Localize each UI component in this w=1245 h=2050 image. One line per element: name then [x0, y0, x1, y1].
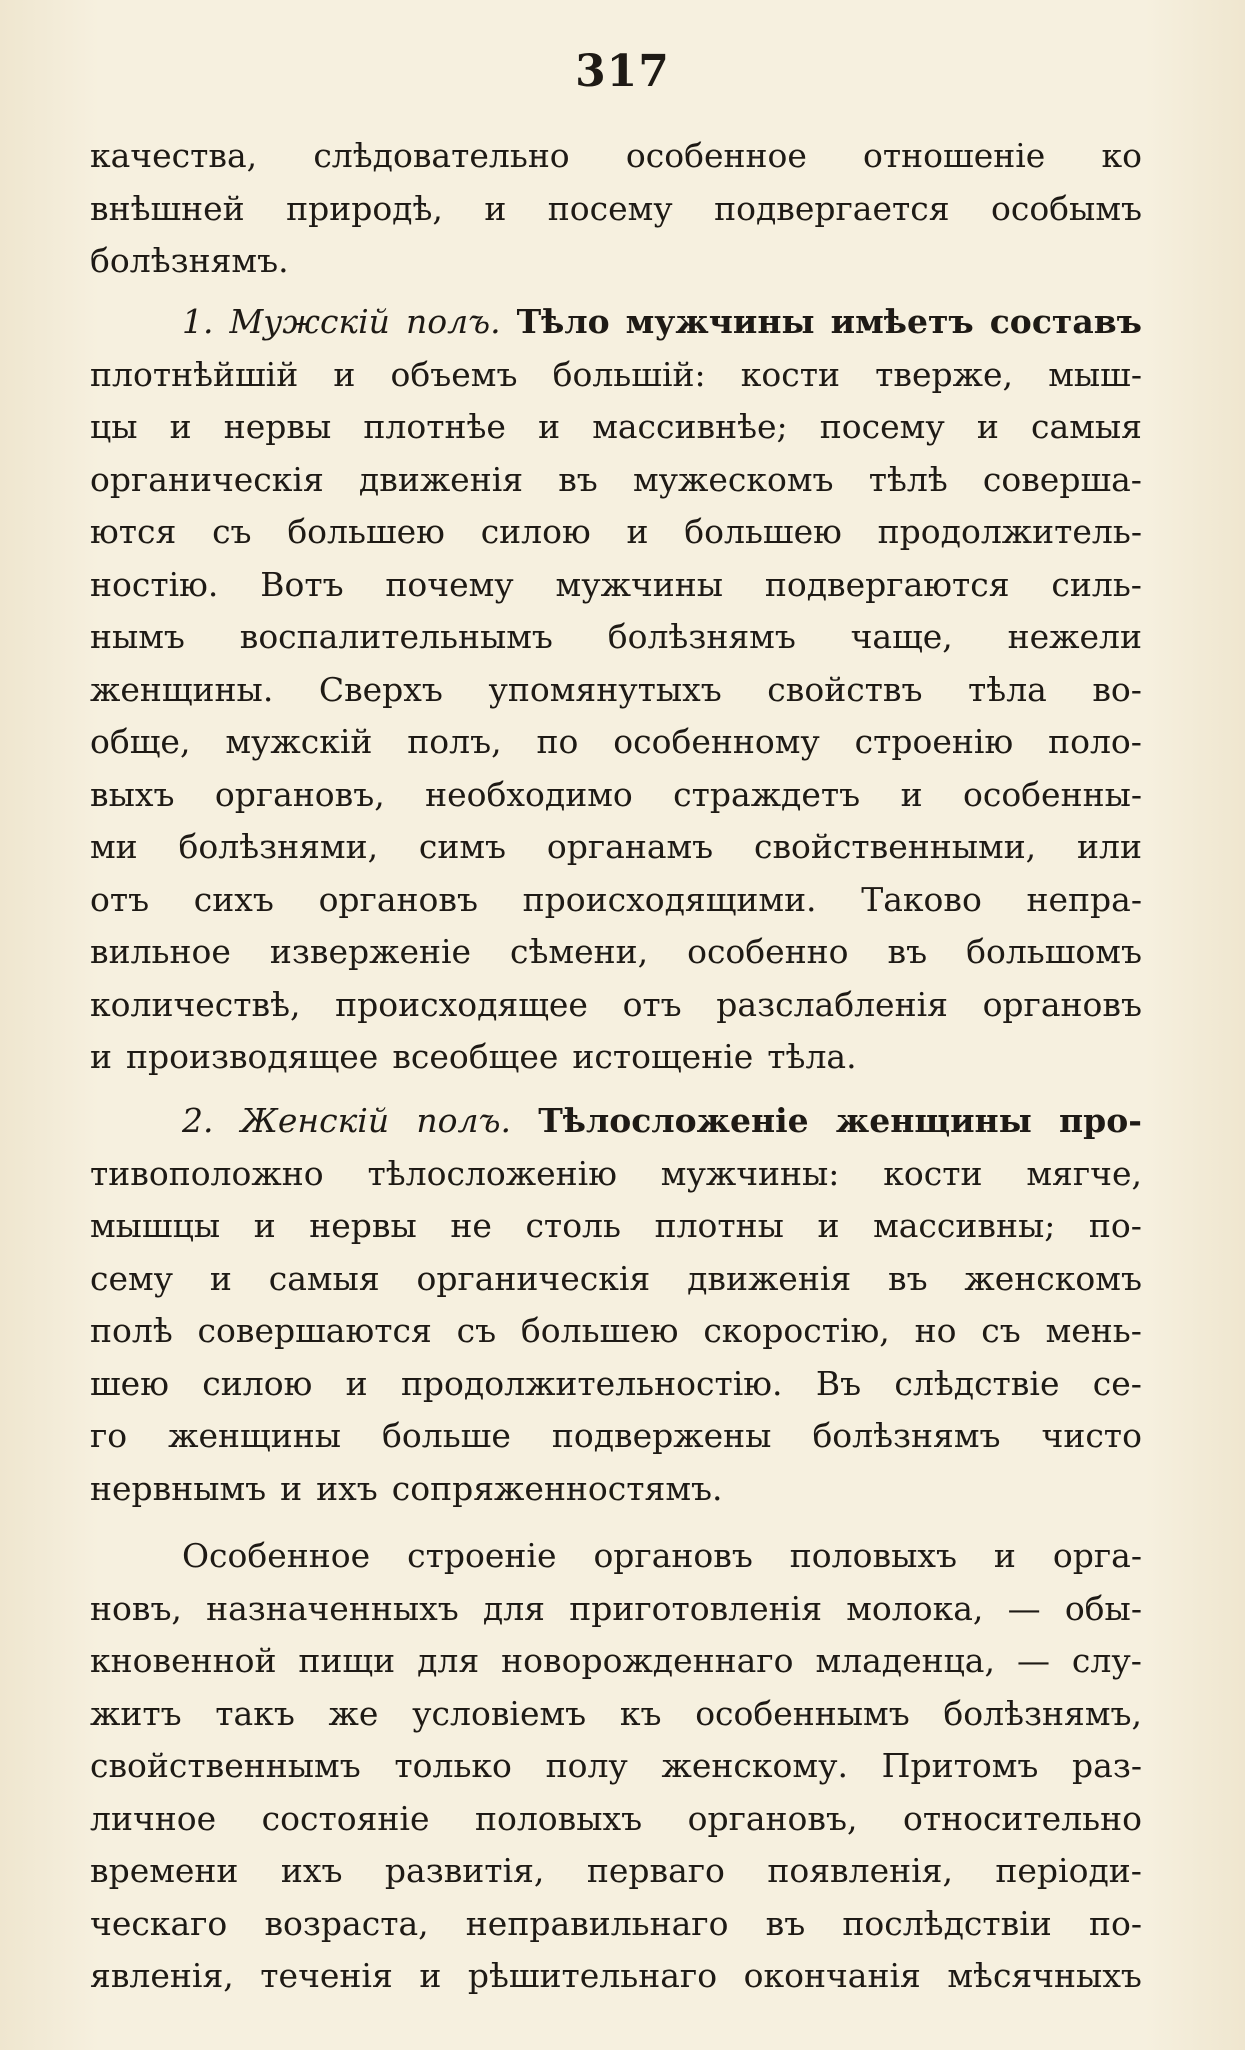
- word: Таково: [861, 879, 982, 919]
- word: Особенное: [182, 1536, 371, 1575]
- word: и: [419, 1956, 442, 1995]
- word: въ: [765, 1903, 806, 1943]
- word: болѣзнямъ: [812, 1416, 1001, 1455]
- word: болѣзнямъ: [607, 617, 796, 656]
- word: молока,: [846, 1588, 984, 1628]
- word: органовъ,: [214, 774, 385, 814]
- text-line: [90, 559, 1142, 612]
- word: большею: [520, 1311, 679, 1350]
- word: мужчины:: [660, 1153, 840, 1193]
- text-line: [90, 716, 1142, 769]
- text-line: [90, 1740, 1142, 1793]
- word: полѣ: [90, 1311, 173, 1350]
- page-number: 317: [575, 46, 670, 97]
- word: органовъ: [982, 984, 1142, 1024]
- word: особенны-: [962, 774, 1142, 814]
- word: тивоположно: [90, 1153, 324, 1193]
- word: особеннымъ: [695, 1693, 910, 1733]
- word: подвержены: [551, 1416, 772, 1455]
- word: свойствъ: [767, 669, 923, 709]
- word: женщины: [835, 1101, 1032, 1140]
- word: женскомъ: [964, 1258, 1142, 1298]
- text-line: [90, 1845, 1142, 1898]
- word: и: [626, 512, 649, 551]
- word: строенію: [854, 722, 1014, 761]
- word: внѣшней: [90, 188, 245, 228]
- word: массивны;: [873, 1206, 1056, 1245]
- word: житъ: [90, 1693, 182, 1733]
- word: половыхъ: [474, 1798, 643, 1838]
- word: качества,: [90, 136, 258, 175]
- word: страждетъ: [673, 774, 861, 814]
- word: мужчины: [625, 302, 815, 341]
- word: силою: [202, 1363, 313, 1403]
- word: массивнѣе;: [592, 407, 788, 446]
- word: Тѣлосложеніе: [538, 1101, 809, 1140]
- word: отношеніе: [863, 136, 1046, 175]
- text-line: [90, 1410, 1142, 1463]
- word: для: [417, 1641, 480, 1680]
- word: развитія,: [384, 1851, 545, 1890]
- word: нервы: [223, 407, 332, 446]
- word: орга-: [1052, 1536, 1142, 1575]
- word: и: [484, 188, 507, 228]
- word: Вотъ: [260, 564, 344, 604]
- word: съ: [981, 1311, 1021, 1350]
- word: мыш-: [1048, 354, 1142, 394]
- word: во-: [1092, 669, 1142, 709]
- text-line: [90, 874, 1142, 927]
- word: младенца,: [815, 1641, 995, 1680]
- word: ются: [90, 512, 177, 551]
- word: сопряженностямъ.: [391, 1468, 723, 1508]
- word: Тѣло: [516, 302, 610, 341]
- word: мягче,: [1026, 1153, 1142, 1193]
- word: приготовленія: [569, 1588, 823, 1628]
- text-line: [90, 1635, 1142, 1688]
- word: 2.: [182, 1101, 214, 1140]
- text-line: [90, 769, 1142, 822]
- word: подвергаются: [764, 564, 1010, 604]
- word: и: [280, 1468, 303, 1508]
- word: болѣзнями,: [178, 827, 379, 866]
- word: объемъ: [390, 354, 518, 394]
- word: —: [1016, 1641, 1050, 1680]
- word: органическія: [90, 459, 324, 499]
- word: нервы: [309, 1206, 417, 1245]
- text-line: [90, 1200, 1142, 1253]
- word: по-: [1088, 1206, 1142, 1245]
- word: и: [817, 1206, 840, 1245]
- word: перваго: [586, 1851, 725, 1890]
- paragraph-male-sex: [90, 296, 1142, 1084]
- word: болѣзнямъ.: [90, 241, 289, 280]
- text-line: [90, 1095, 1142, 1148]
- text-line: [90, 1950, 1142, 2003]
- word: болѣзнямъ,: [943, 1693, 1142, 1733]
- word: и: [90, 1037, 112, 1076]
- word: скоростію,: [703, 1311, 890, 1350]
- text-line: [90, 1253, 1142, 1306]
- word: ко: [1101, 136, 1142, 175]
- word: продолжительностію.: [400, 1363, 783, 1403]
- word: мужчины: [555, 564, 724, 604]
- word: пищи: [298, 1641, 396, 1680]
- word: —: [1007, 1588, 1041, 1628]
- word: полу: [545, 1746, 628, 1785]
- word: въ: [558, 459, 598, 499]
- word: полъ.: [416, 1101, 511, 1140]
- word: отъ: [90, 879, 150, 919]
- word: движенія: [687, 1258, 852, 1298]
- text-line: [90, 1583, 1142, 1636]
- word: по: [536, 722, 579, 761]
- word: тверже,: [875, 354, 1014, 394]
- word: происходящее: [335, 984, 588, 1024]
- word: мужескомъ: [632, 459, 834, 499]
- word: органическія: [416, 1258, 651, 1298]
- word: Мужскій: [229, 302, 390, 341]
- word: условіемъ: [412, 1693, 587, 1733]
- word: слу-: [1071, 1641, 1142, 1680]
- word: свойственнымъ: [90, 1746, 361, 1785]
- word: особымъ: [990, 188, 1142, 228]
- word: большій:: [552, 354, 706, 394]
- text-line: [90, 235, 1142, 288]
- word: строеніе: [407, 1536, 557, 1575]
- word: полъ,: [407, 722, 502, 761]
- word: новорожденнаго: [501, 1641, 794, 1680]
- word: самыя: [1031, 407, 1142, 446]
- text-line: [90, 1793, 1142, 1846]
- word: посему: [819, 407, 945, 446]
- word: совершаются: [197, 1311, 432, 1350]
- word: вильное: [90, 932, 231, 971]
- text-line: [90, 926, 1142, 979]
- word: кости: [883, 1153, 983, 1193]
- word: тѣлѣ: [868, 459, 948, 499]
- word: только: [394, 1746, 512, 1785]
- word: мышцы: [90, 1206, 221, 1245]
- word: упомянутыхъ: [488, 669, 722, 709]
- word: большомъ: [966, 932, 1142, 971]
- word: силь-: [1051, 564, 1142, 604]
- word: воспалительнымъ: [239, 617, 553, 656]
- word: половыхъ: [789, 1536, 957, 1575]
- word: природѣ,: [286, 188, 443, 228]
- word: необходимо: [425, 774, 633, 814]
- word: ческаго: [90, 1903, 228, 1943]
- word: раз-: [1072, 1746, 1142, 1785]
- word: кновенной: [90, 1641, 277, 1680]
- word: 1.: [182, 302, 214, 341]
- word: плотнѣе: [363, 407, 506, 446]
- word: съ: [212, 512, 252, 551]
- word: послѣдствіи: [842, 1903, 1052, 1943]
- word: отъ: [622, 984, 682, 1024]
- word: личное: [90, 1798, 217, 1838]
- word: го: [90, 1416, 128, 1455]
- text-line: [90, 821, 1142, 874]
- word: плотны: [654, 1206, 784, 1245]
- word: посему: [547, 188, 673, 228]
- word: же: [328, 1693, 379, 1733]
- text-line: [90, 1530, 1142, 1583]
- word: органовъ: [318, 879, 478, 919]
- word: Женскій: [240, 1101, 390, 1140]
- word: слѣдовательно: [313, 136, 570, 175]
- word: составъ: [989, 302, 1142, 341]
- word: про-: [1059, 1101, 1142, 1140]
- word: обще,: [90, 722, 191, 761]
- word: ихъ: [316, 1468, 378, 1508]
- word: полъ.: [405, 302, 501, 341]
- word: истощеніе: [572, 1037, 754, 1076]
- word: Сверхъ: [318, 669, 443, 709]
- word: особенное: [625, 136, 807, 175]
- text-line: [90, 1358, 1142, 1411]
- word: нымъ: [90, 617, 185, 656]
- word: Притомъ: [881, 1746, 1039, 1785]
- word: состояніе: [261, 1798, 430, 1838]
- word: и: [538, 407, 561, 446]
- text-line: [90, 1031, 1142, 1084]
- word: органамъ: [546, 827, 714, 866]
- word: цы: [90, 407, 138, 446]
- word: женщины.: [90, 669, 274, 709]
- word: или: [1077, 827, 1142, 866]
- word: почему: [385, 564, 514, 604]
- word: для: [482, 1588, 545, 1628]
- word: и: [169, 407, 192, 446]
- word: и: [976, 407, 999, 446]
- word: тѣлосложенію: [367, 1153, 617, 1193]
- word: явленія,: [90, 1956, 234, 1995]
- word: въ: [888, 1258, 928, 1298]
- word: свойственными,: [754, 827, 1037, 866]
- word: продолжитель-: [877, 512, 1142, 551]
- word: но: [914, 1311, 957, 1350]
- word: ихъ: [280, 1851, 343, 1890]
- word: женщины: [168, 1416, 341, 1455]
- text-line: [90, 506, 1142, 559]
- word: Въ: [815, 1363, 862, 1403]
- word: особенно: [687, 932, 849, 971]
- word: большею: [684, 512, 842, 551]
- paragraph-female-organs: [90, 1530, 1142, 2003]
- word: нежели: [1007, 617, 1142, 656]
- word: чаще,: [850, 617, 953, 656]
- word: подвергается: [714, 188, 950, 228]
- word: симъ: [418, 827, 507, 866]
- word: и: [993, 1536, 1016, 1575]
- word: поло-: [1048, 722, 1142, 761]
- word: ностію.: [90, 564, 219, 604]
- word: возраста,: [264, 1903, 429, 1943]
- word: выхъ: [90, 774, 175, 814]
- text-line: [90, 183, 1142, 236]
- word: времени: [90, 1851, 239, 1890]
- word: такъ: [215, 1693, 295, 1733]
- word: непра-: [1026, 879, 1142, 919]
- word: и: [900, 774, 923, 814]
- word: назначенныхъ: [206, 1588, 459, 1628]
- word: разслабленія: [716, 984, 948, 1024]
- word: больше: [382, 1416, 511, 1455]
- text-line: [90, 1463, 1142, 1516]
- word: женскому.: [661, 1746, 848, 1785]
- word: рѣшительнаго: [467, 1956, 718, 1995]
- text-line: [90, 1688, 1142, 1741]
- word: нервнымъ: [90, 1468, 267, 1508]
- word: сему: [90, 1258, 174, 1298]
- word: столь: [525, 1206, 621, 1245]
- word: въ: [887, 932, 928, 971]
- word: періоди-: [995, 1851, 1142, 1890]
- word: органовъ,: [687, 1798, 858, 1838]
- word: производящее: [126, 1037, 379, 1076]
- text-line: [90, 401, 1142, 454]
- text-line: [90, 130, 1142, 183]
- word: и: [253, 1206, 276, 1245]
- word: силою: [480, 512, 591, 551]
- word: мѣсячныхъ: [947, 1956, 1142, 1995]
- word: мужскій: [225, 722, 373, 761]
- word: большею: [287, 512, 445, 551]
- word: самыя: [268, 1258, 380, 1298]
- word: слѣдствіе: [894, 1363, 1060, 1403]
- text-line: [90, 1305, 1142, 1358]
- word: окончанія: [743, 1956, 921, 1995]
- word: по-: [1088, 1903, 1142, 1943]
- word: появленія,: [767, 1851, 953, 1890]
- word: съ: [456, 1311, 497, 1350]
- word: неправильнаго: [465, 1903, 729, 1943]
- word: и: [333, 354, 356, 394]
- text-line: [90, 1148, 1142, 1201]
- word: соверша-: [982, 459, 1142, 499]
- text-line: [90, 296, 1142, 349]
- word: плотнѣйшій: [90, 354, 299, 394]
- word: се-: [1092, 1363, 1142, 1403]
- paragraph-intro: [90, 130, 1142, 288]
- word: новъ,: [90, 1588, 182, 1628]
- word: имѣетъ: [830, 302, 974, 341]
- word: изверженіе: [269, 932, 472, 971]
- word: всеобщее: [392, 1037, 559, 1076]
- word: относительно: [902, 1798, 1142, 1838]
- word: тѣла.: [767, 1037, 857, 1076]
- word: движенія: [358, 459, 524, 499]
- text-line: [90, 979, 1142, 1032]
- text-line: [90, 454, 1142, 507]
- word: обы-: [1064, 1588, 1142, 1628]
- word: сихъ: [193, 879, 274, 919]
- word: теченія: [260, 1956, 393, 1995]
- text-line: [90, 1898, 1142, 1951]
- text-line: [90, 349, 1142, 402]
- word: шею: [90, 1363, 169, 1403]
- word: и: [345, 1363, 368, 1403]
- word: происходящими.: [522, 879, 817, 919]
- text-line: [90, 611, 1142, 664]
- word: ми: [90, 827, 138, 866]
- word: къ: [619, 1693, 662, 1733]
- text-line: [90, 664, 1142, 717]
- paragraph-female-sex: [90, 1095, 1142, 1515]
- word: чисто: [1041, 1416, 1142, 1455]
- word: особенному: [613, 722, 820, 761]
- word: тѣла: [968, 669, 1047, 709]
- word: кости: [740, 354, 841, 394]
- word: и: [209, 1258, 232, 1298]
- word: органовъ: [593, 1536, 753, 1575]
- word: сѣмени,: [510, 932, 649, 971]
- word: количествѣ,: [90, 984, 301, 1024]
- word: не: [450, 1206, 492, 1245]
- word: мень-: [1045, 1311, 1142, 1350]
